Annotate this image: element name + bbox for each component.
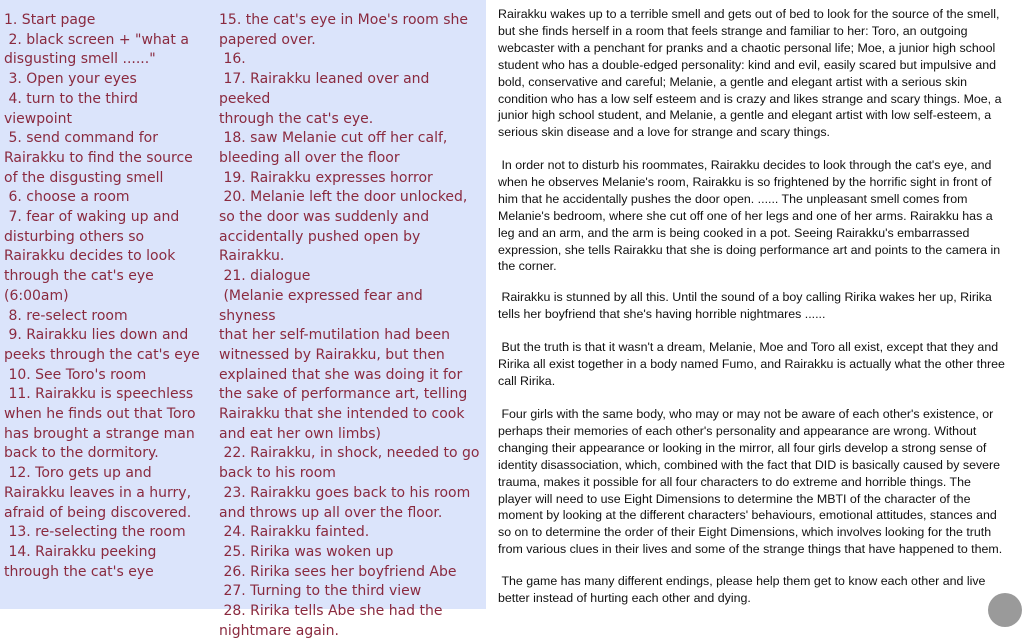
step-item: 10. See Toro's room (4, 366, 147, 383)
step-item: 13. re-selecting the room (4, 524, 186, 541)
story-paragraph: Rairakku is stunned by all this. Until the sound of a boy calling Ririka wakes her up, Ririka tells her boyfriend that she's having horrible nightmares ...... (498, 290, 992, 321)
story-paragraph: But the truth is that it wasn't a dream, Melanie, Moe and Toro all exist, except that they and Ririka all exist together in a body named Fumo, and Rairakku is actually what the other three call Ririka. (498, 340, 1005, 388)
story-paragraph: Rairakku wakes up to a terrible smell and gets out of bed to look for the source of the smell, but she finds herself in a room that feels strange and familiar to her: Toro, an outgoing webcaster with a penchant for pranks and a chaotic personal life; Moe, a junior high school student who has a double-edged personality: kind and evil, easily scared but impulsive and bold, conservative and careful; Melanie, a gentle and elegant artist with a serious skin condition who has a low self esteem and is crazy and likes strange and scary things. Moe, a junior high school student, and Melanie, a gentle and elegant artist with low self-esteem, a serious skin disease and a love for strange and scary things. (498, 7, 1002, 140)
step-item: 22. Rairakku, in shock, needed to go back to his room (219, 445, 480, 482)
step-item: 19. Rairakku expresses horror (219, 169, 433, 186)
step-item: 11. Rairakku is speechless when he finds out that Toro has brought a strange man back to the dormitory. (4, 386, 196, 462)
step-item: 6. choose a room (4, 189, 130, 206)
step-item: 27. Turning to the third view (219, 583, 422, 600)
step-item: 24. Rairakku fainted. (219, 524, 370, 541)
story-summary-panel (490, 0, 1024, 609)
step-item: 1. Start page (4, 12, 96, 28)
step-item: 14. Rairakku peeking through the cat's eye (4, 543, 157, 580)
step-list-column-2 (219, 11, 481, 642)
step-item: 25. Ririka was woken up (219, 543, 394, 560)
step-item: 15. the cat's eye in Moe's room she papered over. (219, 12, 468, 48)
step-item: 16. (219, 51, 246, 68)
step-item: 7. fear of waking up and disturbing others so Rairakku decides to look through the cat's eye (6:00am) (4, 209, 180, 304)
step-item: (Melanie expressed fear and shyness that her self-mutilation had been witnessed by Rairakku, but then explained that she was doing it for the sake of performance art, telling Rairakku that she intended to cook and eat her own limbs) (219, 287, 468, 442)
story-paragraph: The game has many different endings, please help them get to know each other and live better instead of hurting each other and dying. (498, 574, 986, 605)
step-item: 21. dialogue (219, 268, 311, 285)
step-item: 20. Melanie left the door unlocked, so the door was suddenly and accidentally pushed open by Rairakku. (219, 189, 468, 265)
step-list-panel (0, 0, 486, 639)
story-paragraph: In order not to disturb his roommates, Rairakku decides to look through the cat's eye, and when he observes Melanie's room, Rairakku is so frightened by the horrific sight in front of him that he accidentally pushes the door open. ...... The unpleasant smell comes from Melanie's bedroom, where she cut off one of her legs and one of her arms. Rairakku has a leg and an arm, and the arm is being cooked in a pot. Seeing Rairakku's embarrassed expression, she tells Rairakku that she is doing performance art and points to the camera in the corner. (498, 158, 1001, 274)
step-item: 28. Ririka tells Abe she had the nightmare again. (219, 603, 443, 639)
step-item: 26. Ririka sees her boyfriend Abe (219, 563, 457, 580)
step-list-column-1 (4, 11, 209, 582)
step-item: 12. Toro gets up and Rairakku leaves in a hurry, afraid of being discovered. (4, 465, 192, 521)
step-item: 5. send command for Rairakku to find the source of the disgusting smell (4, 130, 193, 186)
corner-circle-icon[interactable] (988, 593, 1022, 627)
step-item: 4. turn to the third viewpoint (4, 90, 139, 127)
step-item: 2. black screen + "what a disgusting smell ......" (4, 31, 189, 68)
step-item: 3. Open your eyes (4, 71, 137, 88)
story-paragraph: Four girls with the same body, who may or may not be aware of each other's existence, or perhaps their memories of each other's personality and appearance are wrong. Without changing their appearance or looking in the mirror, all four girls develop a strong sense of identity disassociation, which, combined with the fact that DID is basically caused by severe trauma, makes it possible for all four characters to do extreme and horrible things. The player will need to use Eight Dimensions to determine the MBTI of the character of the moment by looking at the different characters' behaviours, emotional attitudes, stances and so on to determine the order of their Eight Dimensions, which involves looking for the truth from various clues in their lives and some of the strange things that have happened to them. (498, 407, 1003, 557)
step-item: 9. Rairakku lies down and peeks through the cat's eye (4, 327, 200, 363)
step-item: 23. Rairakku goes back to his room and throws up all over the floor. (219, 484, 471, 521)
step-item: 18. saw Melanie cut off her calf, bleeding all over the floor (219, 130, 448, 166)
step-item: 8. re-select room (4, 307, 128, 324)
step-item: 17. Rairakku leaned over and peeked through the cat's eye. (219, 71, 430, 127)
